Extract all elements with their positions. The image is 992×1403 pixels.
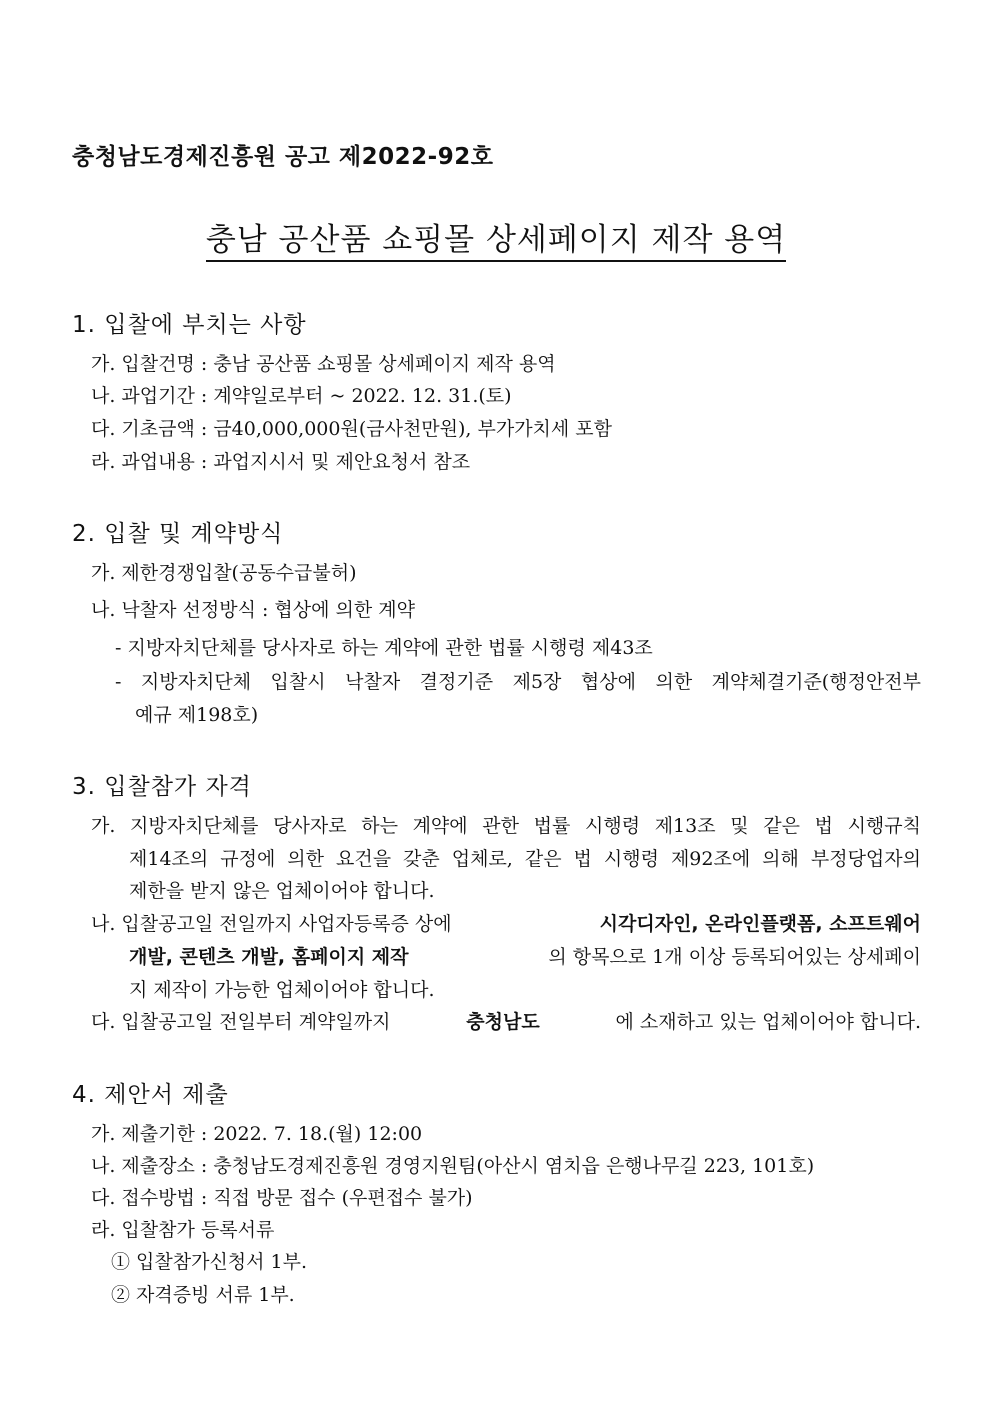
section-4-item-c: 다. 접수방법 : 직접 방문 접수 (우편접수 불가) [91, 1187, 473, 1209]
section-1-item-b: 나. 과업기간 : 계약일로부터 ~ 2022. 12. 31.(토) [91, 385, 512, 407]
section-3-item-b-text: 나. 입찰공고일 전일까지 사업자등록증 상에 [91, 913, 452, 935]
section-3-item-a-line-3: 제한을 받지 않은 업체이어야 합니다. [129, 880, 435, 902]
section-2-sub-item-2-cont: 예규 제198호) [135, 704, 259, 726]
section-3-item-b-text-2: 의 항목으로 1개 이상 등록되어있는 상세페이 [548, 946, 921, 968]
section-4-document-2: ② 자격증빙 서류 1부. [111, 1284, 295, 1306]
section-4-document-1: ① 입찰참가신청서 1부. [111, 1251, 308, 1273]
section-2-item-a: 가. 제한경쟁입찰(공동수급불허) [91, 562, 357, 584]
section-3-item-c-emphasis: 충청남도 [466, 1011, 540, 1033]
section-heading-2: 2. 입찰 및 계약방식 [72, 521, 284, 547]
section-3-item-b-emphasis-1: 시각디자인, 온라인플랫폼, 소프트웨어 [599, 913, 921, 935]
section-3-item-c-text-1: 다. 입찰공고일 전일부터 계약일까지 [91, 1011, 391, 1033]
section-3-item-b-emphasis-2: 개발, 콘텐츠 개발, 홈페이지 제작 [129, 946, 409, 968]
section-heading-3: 3. 입찰참가 자격 [72, 774, 252, 800]
section-1-item-d: 라. 과업내용 : 과업지시서 및 제안요청서 참조 [91, 451, 471, 473]
section-2-item-b: 나. 낙찰자 선정방식 : 협상에 의한 계약 [91, 599, 415, 621]
section-2-sub-item-2: - 지방자치단체 입찰시 낙찰자 결정기준 제5장 협상에 의한 계약체결기준(행정안전부 [115, 671, 921, 693]
notice-number: 충청남도경제진흥원 공고 제2022-92호 [72, 144, 494, 170]
document-title [0, 214, 992, 259]
section-3-item-c [91, 1007, 921, 1037]
section-3-item-a-line-2: 제14조의 규정에 의한 요건을 갖춘 업체로, 같은 법 시행령 제92조에 의해 부정당업자의 [129, 848, 921, 870]
section-3-item-b-line-2 [129, 942, 921, 972]
section-heading-4: 4. 제안서 제출 [72, 1082, 229, 1108]
section-3-item-b-line-1 [91, 909, 921, 939]
section-heading-1: 1. 입찰에 부치는 사항 [72, 312, 307, 338]
section-4-item-d: 라. 입찰참가 등록서류 [91, 1219, 275, 1241]
document-title-text: 충남 공산품 쇼핑몰 상세페이지 제작 용역 [206, 222, 786, 262]
section-3-item-b-line-3: 지 제작이 가능한 업체이어야 합니다. [129, 979, 435, 1001]
section-3-item-a-line-1: 가. 지방자치단체를 당사자로 하는 계약에 관한 법률 시행령 제13조 및 같은 법 시행규칙 [91, 815, 921, 837]
section-3-item-c-text-2: 에 소재하고 있는 업체이어야 합니다. [615, 1011, 921, 1033]
section-1-item-c: 다. 기초금액 : 금40,000,000원(금사천만원), 부가가치세 포함 [91, 418, 613, 440]
section-4-item-a: 가. 제출기한 : 2022. 7. 18.(월) 12:00 [91, 1123, 423, 1145]
section-2-sub-item-1: - 지방자치단체를 당사자로 하는 계약에 관한 법률 시행령 제43조 [115, 637, 653, 659]
section-1-item-a: 가. 입찰건명 : 충남 공산품 쇼핑몰 상세페이지 제작 용역 [91, 353, 556, 375]
section-4-item-b: 나. 제출장소 : 충청남도경제진흥원 경영지원팀(아산시 염치읍 은행나무길 223, 101호) [91, 1155, 815, 1177]
